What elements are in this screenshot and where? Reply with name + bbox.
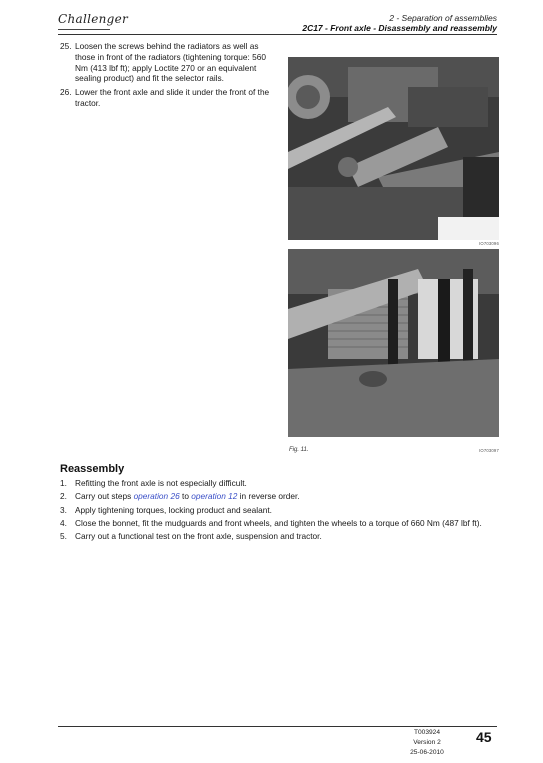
doc-date: 25-06-2010 bbox=[410, 749, 444, 756]
step-number: 25. bbox=[60, 41, 72, 51]
item-number: 4. bbox=[60, 517, 67, 528]
item-number: 5. bbox=[60, 531, 67, 542]
doc-version: Version 2 bbox=[413, 739, 441, 746]
brand-logo: Challenger bbox=[58, 12, 129, 26]
list-item bbox=[60, 518, 498, 529]
item-text-part: to bbox=[179, 491, 192, 502]
photo-code: IO703096 bbox=[479, 241, 499, 246]
section-heading-reassembly: Reassembly bbox=[60, 463, 125, 475]
list-item bbox=[60, 505, 498, 516]
operation-link-12[interactable]: operation 12 bbox=[191, 491, 238, 502]
item-text bbox=[75, 491, 498, 502]
item-text: Refitting the front axle is not especially difficult. bbox=[75, 478, 247, 488]
page-number: 45 bbox=[476, 729, 492, 745]
item-text: Carry out a functional test on the front axle, suspension and tractor. bbox=[75, 531, 322, 542]
step-item bbox=[60, 41, 270, 84]
header-section: 2 - Separation of assemblies bbox=[389, 13, 497, 23]
step-text: Loosen the screws behind the radiators as well as those in front of the radiators (tightening torque: 560 Nm (413 lbf ft); apply Loctite 270 or an equivalent sealing product) and fit the selector rails. bbox=[75, 41, 266, 84]
item-text: Close the bonnet, fit the mudguards and front wheels, and tighten the wheels to a torque of 660 Nm (487 lbf ft). bbox=[75, 517, 482, 528]
photo-front-axle bbox=[288, 249, 499, 437]
doc-code: T003924 bbox=[413, 729, 441, 736]
footer-meta bbox=[396, 728, 458, 758]
header-divider bbox=[58, 34, 497, 35]
header-title: 2C17 - Front axle - Disassembly and reassembly bbox=[302, 23, 497, 33]
logo-underline bbox=[58, 29, 110, 30]
step-text: Lower the front axle and slide it under the front of the tractor. bbox=[75, 87, 270, 108]
photo-radiator-screws bbox=[288, 57, 499, 240]
operation-link-26[interactable]: operation 26 bbox=[133, 491, 180, 502]
reassembly-list bbox=[60, 478, 498, 544]
item-text-part: Carry out steps bbox=[75, 491, 134, 502]
item-text: Apply tightening torques, locking product and sealant. bbox=[75, 504, 272, 515]
item-number: 2. bbox=[60, 491, 67, 502]
item-number: 3. bbox=[60, 504, 67, 515]
list-item bbox=[60, 491, 498, 502]
step-item bbox=[60, 87, 270, 109]
footer-divider bbox=[58, 726, 497, 727]
item-text-part: in reverse order. bbox=[237, 491, 300, 502]
figure-caption: Fig. 11. bbox=[289, 447, 309, 453]
photo-code: IO703097 bbox=[479, 448, 499, 453]
step-list bbox=[60, 41, 270, 112]
item-number: 1. bbox=[60, 478, 67, 488]
step-number: 26. bbox=[60, 87, 72, 98]
list-item bbox=[60, 531, 498, 542]
list-item bbox=[60, 478, 498, 489]
